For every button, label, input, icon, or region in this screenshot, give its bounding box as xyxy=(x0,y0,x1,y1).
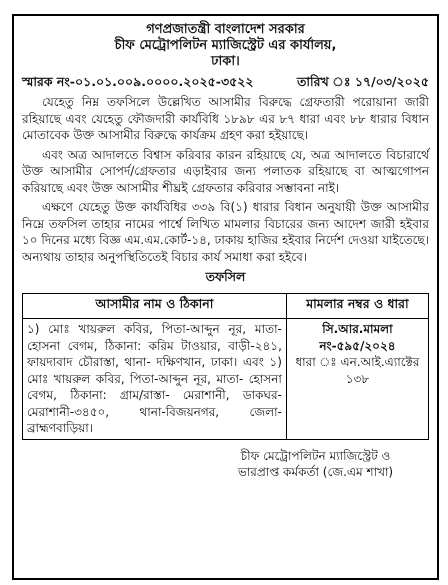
signature-block xyxy=(202,448,429,480)
notice-date: তারিখ ঃ ১৭/০৩/২০২৫ xyxy=(297,74,429,89)
signature-title: চীফ মেট্রোপলিটন ম্যাজিস্ট্রেট ও xyxy=(240,448,391,463)
signature-office: ভারপ্রাপ্ত কর্মকর্তা (জে.এম শাখা) xyxy=(237,464,394,479)
schedule-header-row xyxy=(23,294,429,319)
office-title: চীফ মেট্রোপলিটন ম্যাজিস্ট্রেট এর কার্যালয়, xyxy=(114,38,337,53)
paragraph-absconding: এবং অত্র আদালতে বিশ্বাস করিবার কারন রহিয়াছে যে, অত্র আদালতে বিচারার্থে উক্ত আসামীর সোপর্দ/গ্রেফতার এড়াইবার জন্য পলাতক রহিয়াছে বা আত্মগোপন করিয়াছে এবং উক্ত আসামীর শীঘ্রই গ্রেফতার করিবার সম্ভাবনা নাই। xyxy=(22,147,429,195)
col-accused-header: আসামীর নাম ও ঠিকানা xyxy=(23,294,287,319)
table-row xyxy=(23,319,429,440)
case-section: ধারা ঃ এন.আই.এ্যাক্টের ১৩৮ xyxy=(295,355,420,386)
paragraph-order: এক্ষণে যেহেতু উক্ত কার্যবিধির ৩৩৯ বি(১) ধারার বিধান অনুযায়ী উক্ত আসামীর নিম্নে তফসিল তাহার নামের পার্শ্বে লিখিত মামলার বিচারের জন্য আদেশ জারী হইবার ১০ দিনের মধ্যে বিজ্ঞ এম.এম.কোর্ট-১৪, ঢাকায় হাজির হইবার নির্দেশ দেওয়া যাইতেছে। অন্যথায় তাহার অনুপস্থিতিতেই বিচার কার্য সমাধা করা হইবে। xyxy=(22,200,429,264)
schedule-title: তফসিল xyxy=(205,269,246,284)
col-case-header: মামলার নম্বর ও ধারা xyxy=(286,294,428,319)
memo-number: স্মারক নং-০১.০১.০০৯.০০০০.২০২৫-৩৫২২ xyxy=(22,74,254,89)
government-title: গণপ্রজাতন্ত্রী বাংলাদেশ সরকার xyxy=(146,22,305,37)
case-number: সি.আর.মামলা নং-৫৯৫/২০২৪ xyxy=(319,322,396,353)
court-notice xyxy=(12,14,439,580)
reference-line xyxy=(22,74,429,90)
office-city: ঢাকা। xyxy=(211,54,240,69)
schedule-table xyxy=(22,293,429,440)
accused-details: ১) মোঃ খায়রুল কবির, পিতা-আব্দুন নূর, মাতা-হোসনা বেগম, ঠিকানা: করিম টাওয়ার, বাড়ী-২৪১, ফায়দাবাদ চৌরাস্তা, থানা- দক্ষিণখান, ঢাকা। এবং ১) মোঃ খায়রুল কবির, পিতা-আব্দুন নূর, মাতা- হোসনা বেগম, ঠিকানা: গ্রাম/রাস্তা- মেরাশানী, ডাকঘর- মেরাশানী-৩৪৫০, থানা-বিজয়নগর, জেলা-ব্রাহ্মণবাড়িয়া। xyxy=(23,319,287,440)
paragraph-warrant: যেহেতু নিম্ন তফসিলে উল্লেখিত আসামীর বিরুদ্ধে গ্রেফতারী পরোয়ানা জারী রহিয়াছে এবং যেহেতু ফৌজদারী কার্যবিধি ১৮৯৮ এর ৮৭ ধারা এবং ৮৮ ধারার বিধান মোতাবেক উক্ত আসামীর বিরুদ্ধে কার্যক্রম গ্রহণ করা হইয়াছে। xyxy=(22,95,429,142)
case-details xyxy=(286,319,428,440)
